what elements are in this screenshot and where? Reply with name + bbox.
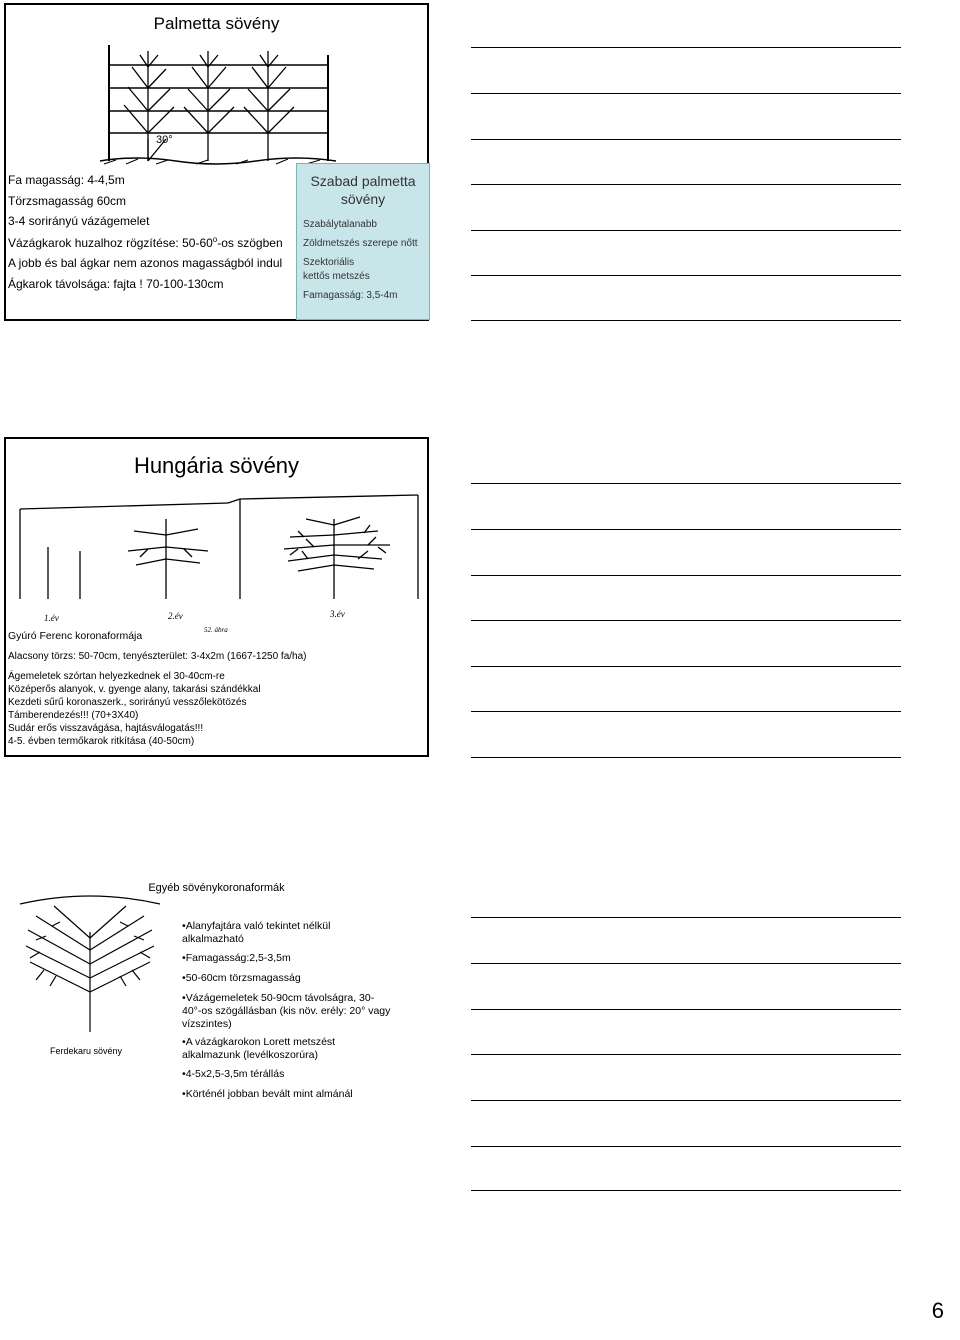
text-segment: -os szögben	[217, 236, 283, 250]
palmetta-drawing	[96, 43, 356, 178]
bullet-item: •Famagasság:2,5-3,5m	[182, 952, 291, 964]
text-line: 3-4 sorirányú vázágemelet	[8, 214, 150, 228]
bullet-item: •50-60cm törzsmagasság	[182, 972, 301, 984]
figure-label: 1.év	[44, 613, 59, 623]
angle-label: 30°	[156, 134, 173, 146]
page-number: 6	[931, 1298, 944, 1323]
figure-label: 3.év	[330, 609, 345, 619]
text-line: Ágemeletek szórtan helyezkednek el 30-40cm-re	[8, 671, 225, 682]
slide-title: Palmetta sövény	[153, 14, 280, 33]
text-line: Alacsony törzs: 50-70cm, tenyészterület: 3-4x2m (1667-1250 fa/ha)	[8, 651, 307, 662]
callout-title: Szabad palmetta sövény	[310, 173, 416, 207]
slide-title: Hungária sövény	[133, 453, 300, 478]
ferdekaru-drawing	[10, 892, 170, 1056]
text-line: Ágkarok távolsága: fajta ! 70-100-130cm	[8, 277, 224, 291]
text-line: Kezdeti sűrű koronaszerk., sorirányú vesszőlekötözés	[8, 697, 247, 708]
bullet-item: •Körténél jobban bevált mint almánál	[182, 1088, 353, 1100]
notes-lines-3	[471, 0, 901, 1190]
bullet-item: •4-5x2,5-3,5m térállás	[182, 1068, 285, 1080]
slide-palmetta	[4, 3, 429, 321]
degree-sup: o	[212, 235, 218, 244]
bullet-item: •Vázágemeletek 50-90cm távolságra, 30- 40°-os szögállásban (kis növ. erély: 20° vagy vízszintes)	[182, 992, 391, 1030]
callout-box	[296, 163, 430, 320]
figure-label: 2.év	[168, 611, 183, 621]
text-line: Középerős alanyok, v. gyenge alany, takarási szándékkal	[8, 684, 261, 695]
bullet-item: •Alanyfajtára való tekintet nélkül alkalmazható	[182, 920, 331, 945]
figure-label: Ferdekaru sövény	[50, 1046, 123, 1056]
text-line: Támberendezés!!! (70+3X40)	[8, 710, 139, 721]
slide-egyeb	[4, 870, 429, 1188]
text-line	[8, 235, 283, 250]
text-line: Sudár erős visszavágása, hajtásválogatás!!!	[8, 723, 204, 734]
callout-item: Szektoriális kettős metszés	[303, 257, 370, 282]
callout-item: Zöldmetszés szerepe nőtt	[303, 238, 418, 249]
callout-item: Famagasság: 3,5-4m	[303, 290, 398, 301]
text-line: A jobb és bal ágkar nem azonos magasságból indul	[8, 256, 283, 270]
text-line: Törzsmagasság 60cm	[8, 194, 127, 208]
figure-label: 52. ábra	[204, 626, 228, 634]
text-line: Fa magasság: 4-4,5m	[8, 173, 125, 187]
text-segment: Vázágkarok huzalhoz rögzítése: 50-60	[8, 236, 213, 250]
callout-item: Szabálytalanabb	[303, 219, 377, 230]
slide-title: Egyéb sövénykoronaformák	[148, 882, 285, 894]
hungaria-drawing	[8, 489, 428, 639]
bullet-item: •A vázágkarokon Lorett metszést alkalmazunk (levélkoszorúra)	[182, 1036, 336, 1061]
text-line: 4-5. évben termőkarok ritkítása (40-50cm)	[8, 736, 195, 747]
slide-hungaria	[4, 437, 429, 757]
slide-subtitle: Gyúró Ferenc koronaformája	[8, 630, 143, 642]
